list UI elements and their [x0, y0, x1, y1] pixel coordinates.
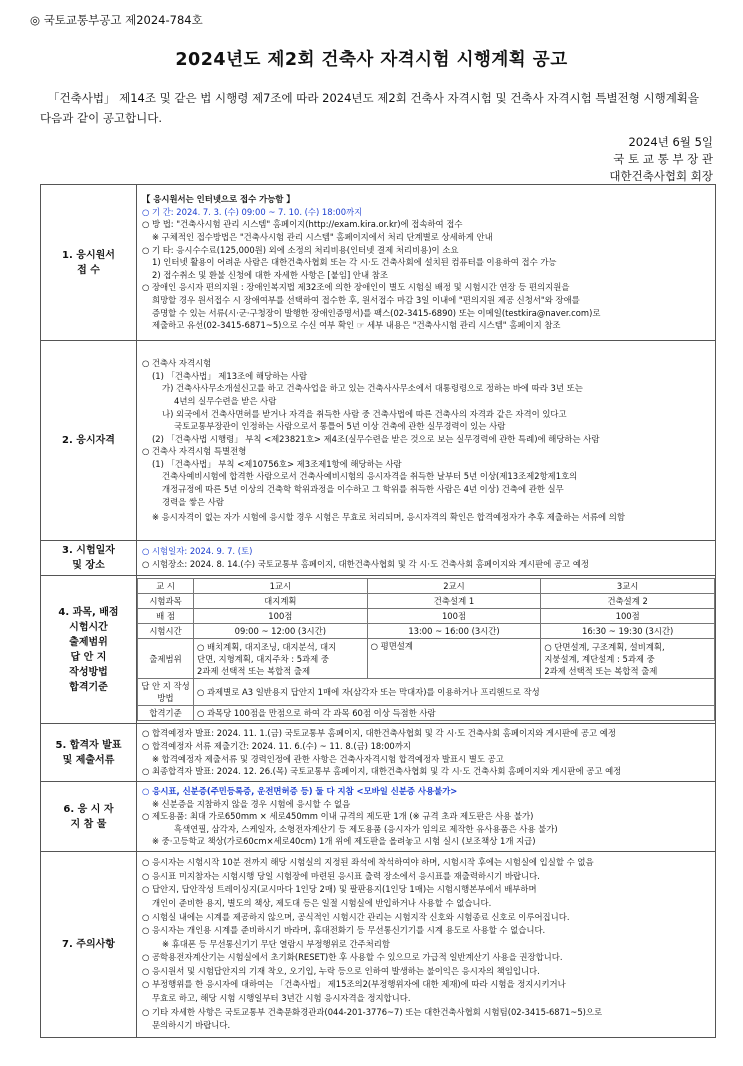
issuer-ministry: 국 토 교 통 부 장 관 — [613, 152, 713, 166]
section-content: ○ 시험일자: 2024. 9. 7. (토) ○ 시험장소: 2024. 8. 14.(수) 국토교통부 홈페이지, 대한건축사협회 및 각 시·도 건축사회 홈페이지와 게시판에 공고 예정 — [137, 541, 716, 576]
points-cell: 100점 — [541, 609, 715, 624]
row-head: 교 시 — [138, 579, 194, 594]
time-cell: 13:00 ~ 16:00 (3시간) — [367, 624, 541, 639]
subject-cell: 건축설계 2 — [541, 594, 715, 609]
section-eligibility — [41, 341, 716, 541]
session-cell: 2교시 — [367, 579, 541, 594]
time-cell: 09:00 ~ 12:00 (3시간) — [194, 624, 368, 639]
section-label: 4. 과목, 배점 시험시간 출제범위 답 안 지 작성방법 합격기준 — [41, 576, 137, 724]
row-head: 배 점 — [138, 609, 194, 624]
issue-date: 2024년 6월 5일 — [628, 135, 713, 149]
section-application — [41, 185, 716, 341]
section-results — [41, 724, 716, 782]
session-cell: 1교시 — [194, 579, 368, 594]
section-subjects — [41, 576, 716, 724]
section-items — [41, 782, 716, 852]
row-head: 출제범위 — [138, 639, 194, 679]
section-cautions — [41, 852, 716, 1038]
section-label: 1. 응시원서 접 수 — [41, 185, 137, 341]
section-label: 2. 응시자격 — [41, 341, 137, 541]
section-label: 6. 응 시 자 지 참 물 — [41, 782, 137, 852]
session-cell: 3교시 — [541, 579, 715, 594]
section-content: ○ 응시자는 시험시작 10분 전까지 해당 시험실의 지정된 좌석에 착석하여야 하며, 시험시작 후에는 시험실에 입실할 수 없음 ○ 응시표 미지참자는 시험시행 당일 시험장에 마련된 응시표 출력 장소에서 응시표를 재출력하시기 바랍니다. ○ 답안지, 답안작성 트레이싱지(교시마다 1인당 2매) 및 팔판용지(1인당 1매)는 시험시행본부에서 배부하며 개인이 준비한 용지, 별도의 책상, 제도대 등은 일절 시험실에 반입하거나 사용할 수 없습니다. ○ 시험실 내에는 시계를 제공하지 않으며, 공식적인 시험시간 관리는 시험지작 신호와 시험종료 신호로 이루어집니다. ○ 응시자는 개인용 시계를 준비하시기 바라며, 휴대전화기 등 무선통신기기를 시계 용도로 사용할 수 없습니다. ※ 휴대폰 등 무선통신기기 무단 열람시 부정행위로 간주처리함 ○ 공학용전자계산기는 시험실에서 초기화(RESET)한 후 사용할 수 있으므로 가급적 일반계산기 사용을 권장합니다. ○ 응시원서 및 시험답안지의 기재 착오, 오기입, 누락 등으로 인하여 발생하는 불이익은 응시자의 책임입니다. ○ 부정행위를 한 응시자에 대하여는 「건축사법」 제15조의2(부정행위자에 대한 제재)에 따라 시험을 정지시키거나 무효로 하고, 해당 시험 시행일부터 3년간 시험 응시자격을 정지합니다. ○ 기타 자세한 사항은 국토교통부 건축문화경관과(044-201-3776~7) 또는 대한건축사협회 시험팀(02-3415-6871~5)으로 문의하시기 바랍니다. — [137, 852, 716, 1038]
row-head: 합격기준 — [138, 706, 194, 721]
pass-criteria-cell: ○ 과목당 100점을 만점으로 하여 각 과목 60점 이상 득점한 사람 — [194, 706, 715, 721]
subject-cell: 대지계획 — [194, 594, 368, 609]
row-head: 시험과목 — [138, 594, 194, 609]
answer-method-cell: ○ 과제별로 A3 일반용지 답안지 1매에 자(삼각자 또는 막대자)를 이용하거나 프리핸드로 작성 — [194, 679, 715, 706]
intro-paragraph: 「건축사법」 제14조 및 같은 법 시행령 제7조에 따라 2024년도 제2회 건축사 자격시험 및 건축사 자격시험 특별전형 시행계획을 다음과 같이 공고합니다. — [40, 91, 700, 125]
scope-cell: ○ 평면설계 — [367, 639, 541, 679]
section-label: 3. 시험일자 및 장소 — [41, 541, 137, 576]
row-head: 시험시간 — [138, 624, 194, 639]
section-label: 7. 주의사항 — [41, 852, 137, 1038]
notice-number: ◎ 국토교통부공고 제2024-784호 — [30, 13, 203, 27]
issuer-association: 대한건축사협회 회장 — [609, 169, 713, 183]
section-content: 【 응시원서는 인터넷으로 접수 가능함 】 ○ 기 간: 2024. 7. 3. (수) 09:00 ~ 7. 10. (수) 18:00까지 ○ 방 법: "건축사시험 관리 시스템" 홈페이지(http://exam.kira.or.kr)에 접속하여 접수 ※ 구체적인 접수방법은 "건축사시험 관리 시스템" 홈페이지에서 처리 단계별로 상세하게 안내 ○ 기 타: 응시수수료(125,000원) 외에 소정의 처리비용(인터넷 결제 처리비용)이 소요 1) 인터넷 활용이 어려운 사람은 대한건축사협회 또는 각 시·도 건축사회에 설치된 컴퓨터를 이용하여 접수 가능 2) 접수취소 및 환불 신청에 대한 자세한 사항은 [붙임] 안내 참조 ○ 장애인 응시자 편의지원 : 장애인복지법 제32조에 의한 장애인이 별도 시험실 배정 및 시험시간 연장 등 편의지원을 희망할 경우 원서접수 시 장애여부를 선택하여 접수한 후, 원서접수 마감 3일 이내에 "편의지원 제공 신청서"와 장애를 증명할 수 있는 서류(시·군·구청장이 발행한 장애인증명서)를 팩스(02-3415-6890) 또는 이메일(testkira@naver.com)로 제출하고 유선(02-3415-6871~5)으로 수신 여부 확인 ☞ 세부 내용은 "건축사시험 관리 시스템" 홈페이지 참조 — [137, 185, 716, 341]
time-cell: 16:30 ~ 19:30 (3시간) — [541, 624, 715, 639]
section-label: 5. 합격자 발표 및 제출서류 — [41, 724, 137, 782]
section-content: ○ 응시표, 신분증(주민등록증, 운전면허증 등) 둘 다 지참 <모바일 신분증 사용불가> ※ 신분증을 지참하지 않을 경우 시험에 응시할 수 없음 ○ 제도용품: 최대 가로650mm × 세로450mm 이내 규격의 제도판 1개 (※ 규격 초과 제도판은 사용 불가) 흑색연필, 삼각자, 스케일자, 소형전자계산기 등 제도용품 (응시자가 임의로 제작한 유사용품은 사용 불가) ※ 중·고등학교 책상(가로60cm×세로40cm) 1개 위에 제도판을 올려놓고 시험 실시 (보조책상 1개 지급) — [137, 782, 716, 852]
points-cell: 100점 — [367, 609, 541, 624]
scope-cell: ○ 배치계획, 대지조닝, 대지분석, 대지 단면, 지형계획, 대지주차 : 5과제 중 2과제 선택적 또는 복합적 출제 — [194, 639, 368, 679]
points-cell: 100점 — [194, 609, 368, 624]
scope-cell: ○ 단면설계, 구조계획, 설비계획, 지붕설계, 계단설계 : 5과제 중 2과제 선택적 또는 복합적 출제 — [541, 639, 715, 679]
section-content: ○ 건축사 자격시험 (1) 「건축사법」 제13조에 해당하는 사람 가) 건축사사무소개설신고를 하고 건축사업을 하고 있는 건축사사무소에서 대통령령으로 정하는 바에 따라 3년 또는 4년의 실무수련을 받은 사람 나) 외국에서 건축사면허를 받거나 자격을 취득한 사람 중 건축사법에 따른 건축사의 자격과 같은 자격이 있다고 국토교통부장관이 인정하는 사람으로서 통틀어 5년 이상 건축에 관한 실무경력이 있는 사람 (2) 「건축사법 시행령」 부칙 <제23821호> 제4조(실무수련을 받은 것으로 보는 실무경력에 관한 특례)에 해당하는 사람 ○ 건축사 자격시험 특별전형 (1) 「건축사법」 부칙 <제10756호> 제3조제1항에 해당하는 사람 건축사예비시험에 합격한 사람으로서 건축사예비시험의 응시자격을 취득한 날부터 5년 이상(제13조제2항제1호의 개정규정에 따른 5년 이상의 건축학 학위과정을 이수하고 그 학위를 취득한 사람은 4년 이상) 건축에 관한 실무 경력을 쌓은 사람 ※ 응시자격이 없는 자가 시험에 응시할 경우 시험은 무효로 처리되며, 응시자격의 확인은 합격예정자가 추후 제출하는 서류에 의함 — [137, 341, 716, 541]
document-title: 2024년도 제2회 건축사 자격시험 시행계획 공고 — [175, 50, 568, 70]
section-exam-date — [41, 541, 716, 576]
section-content — [137, 576, 716, 724]
section-content: ○ 합격예정자 발표: 2024. 11. 1.(금) 국토교통부 홈페이지, 대한건축사협회 및 각 시·도 건축사회 홈페이지와 게시판에 공고 예정 ○ 합격예정자 서류 제출기간: 2024. 11. 6.(수) ~ 11. 8.(금) 18:00까지 ※ 합격예정자 제출서류 및 경력인정에 관한 사항은 건축사자격시험 합격예정자 발표시 별도 공고 ○ 최종합격자 발표: 2024. 12. 26.(목) 국토교통부 홈페이지, 대한건축사협회 및 각 시·도 건축사회 홈페이지와 게시판에 공고 예정 — [137, 724, 716, 782]
date-issuer-block — [609, 134, 713, 185]
subject-cell: 건축설계 1 — [367, 594, 541, 609]
row-head: 답 안 지 작성방법 — [138, 679, 194, 706]
subjects-table — [137, 578, 715, 721]
exam-plan-table — [40, 184, 716, 1038]
